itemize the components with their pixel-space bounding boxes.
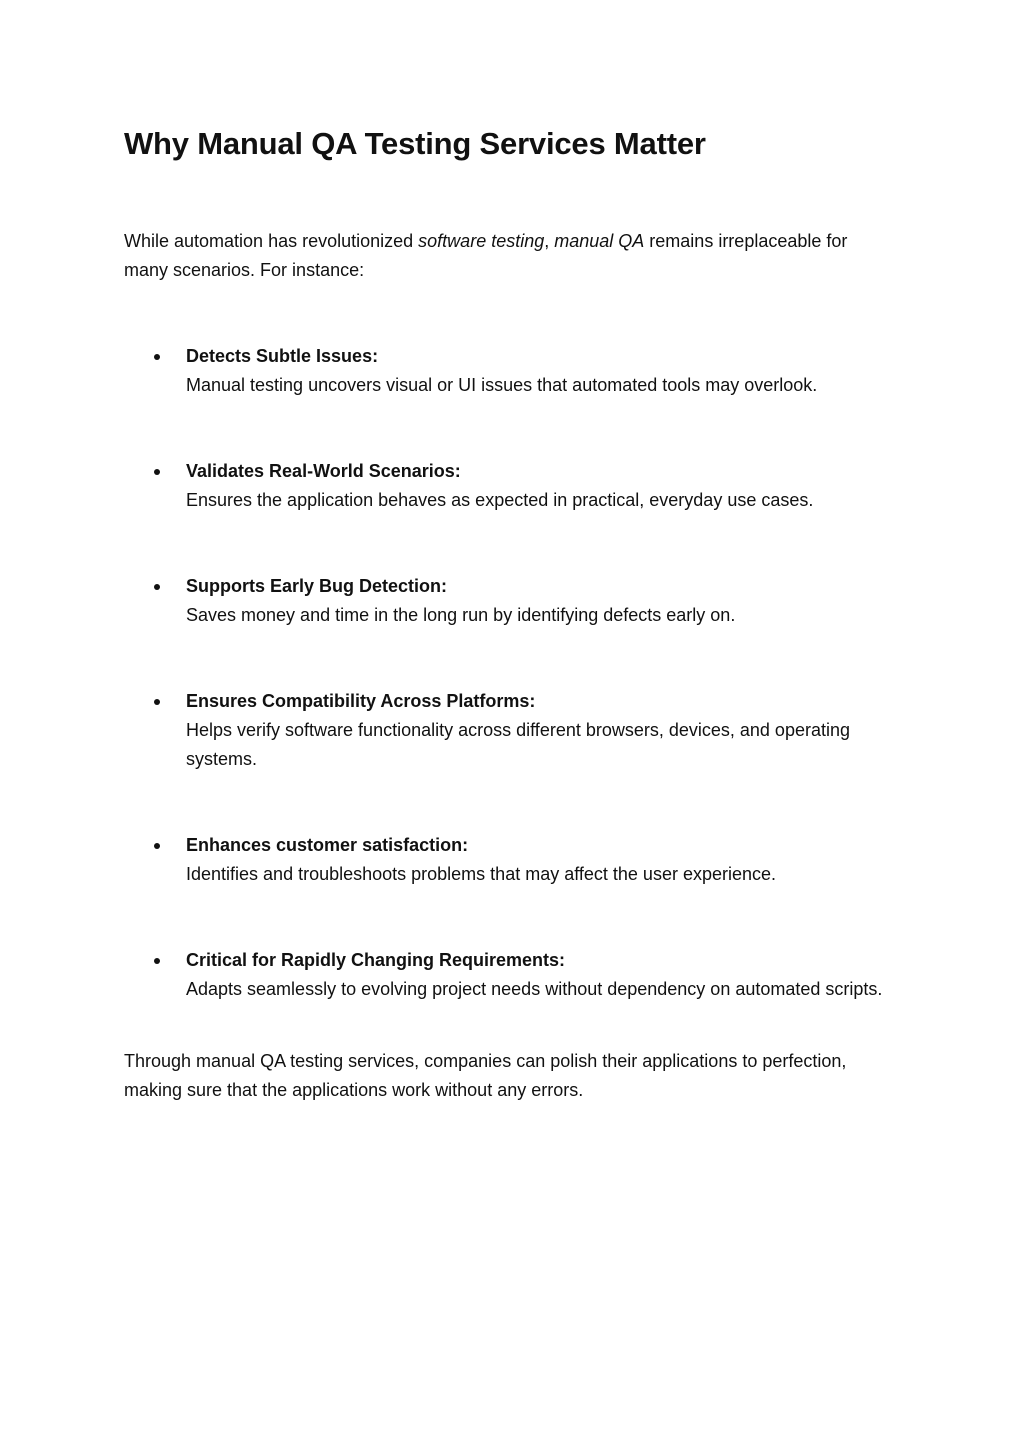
intro-emphasis-manual-qa: manual QA — [554, 231, 645, 251]
closing-paragraph: Through manual QA testing services, companies can polish their applications to perfection, making sure that the applications work without any errors. — [124, 1051, 847, 1100]
list-item-body — [186, 946, 904, 1004]
list-item-heading: Detects Subtle Issues: — [186, 346, 379, 366]
list-item-body — [186, 831, 904, 889]
list-item-text: Saves money and time in the long run by identifying defects early on. — [186, 605, 736, 625]
bullet-icon — [154, 958, 160, 964]
list-item-text: Identifies and troubleshoots problems that may affect the user experience. — [186, 864, 777, 884]
list-item-body — [186, 457, 904, 515]
list-item-body — [186, 572, 904, 630]
list-item-heading: Enhances customer satisfaction: — [186, 835, 469, 855]
list-item-heading: Ensures Compatibility Across Platforms: — [186, 691, 536, 711]
bullet-icon — [154, 469, 160, 475]
intro-emphasis-software-testing: software testing — [418, 231, 545, 251]
list-item-text: Helps verify software functionality across different browsers, devices, and operating systems. — [186, 720, 850, 769]
bullet-icon — [154, 354, 160, 360]
intro-text-3: remains irreplaceable for many scenarios. For instance: — [124, 231, 848, 280]
intro-text-2: , — [544, 231, 555, 251]
list-item-body — [186, 687, 904, 774]
bullet-icon — [154, 584, 160, 590]
bullet-icon — [154, 843, 160, 849]
list-item-body — [186, 342, 904, 400]
list-item-text: Manual testing uncovers visual or UI issues that automated tools may overlook. — [186, 375, 818, 395]
list-item-text: Ensures the application behaves as expected in practical, everyday use cases. — [186, 490, 814, 510]
list-item-text: Adapts seamlessly to evolving project needs without dependency on automated scripts. — [186, 979, 883, 999]
intro-text-1: While automation has revolutionized — [124, 231, 419, 251]
list-item-heading: Validates Real-World Scenarios: — [186, 461, 461, 481]
intro-paragraph — [124, 227, 894, 285]
list-item-heading: Critical for Rapidly Changing Requirements: — [186, 950, 566, 970]
bullet-icon — [154, 699, 160, 705]
list-item-heading: Supports Early Bug Detection: — [186, 576, 448, 596]
page-title: Why Manual QA Testing Services Matter — [124, 126, 706, 161]
